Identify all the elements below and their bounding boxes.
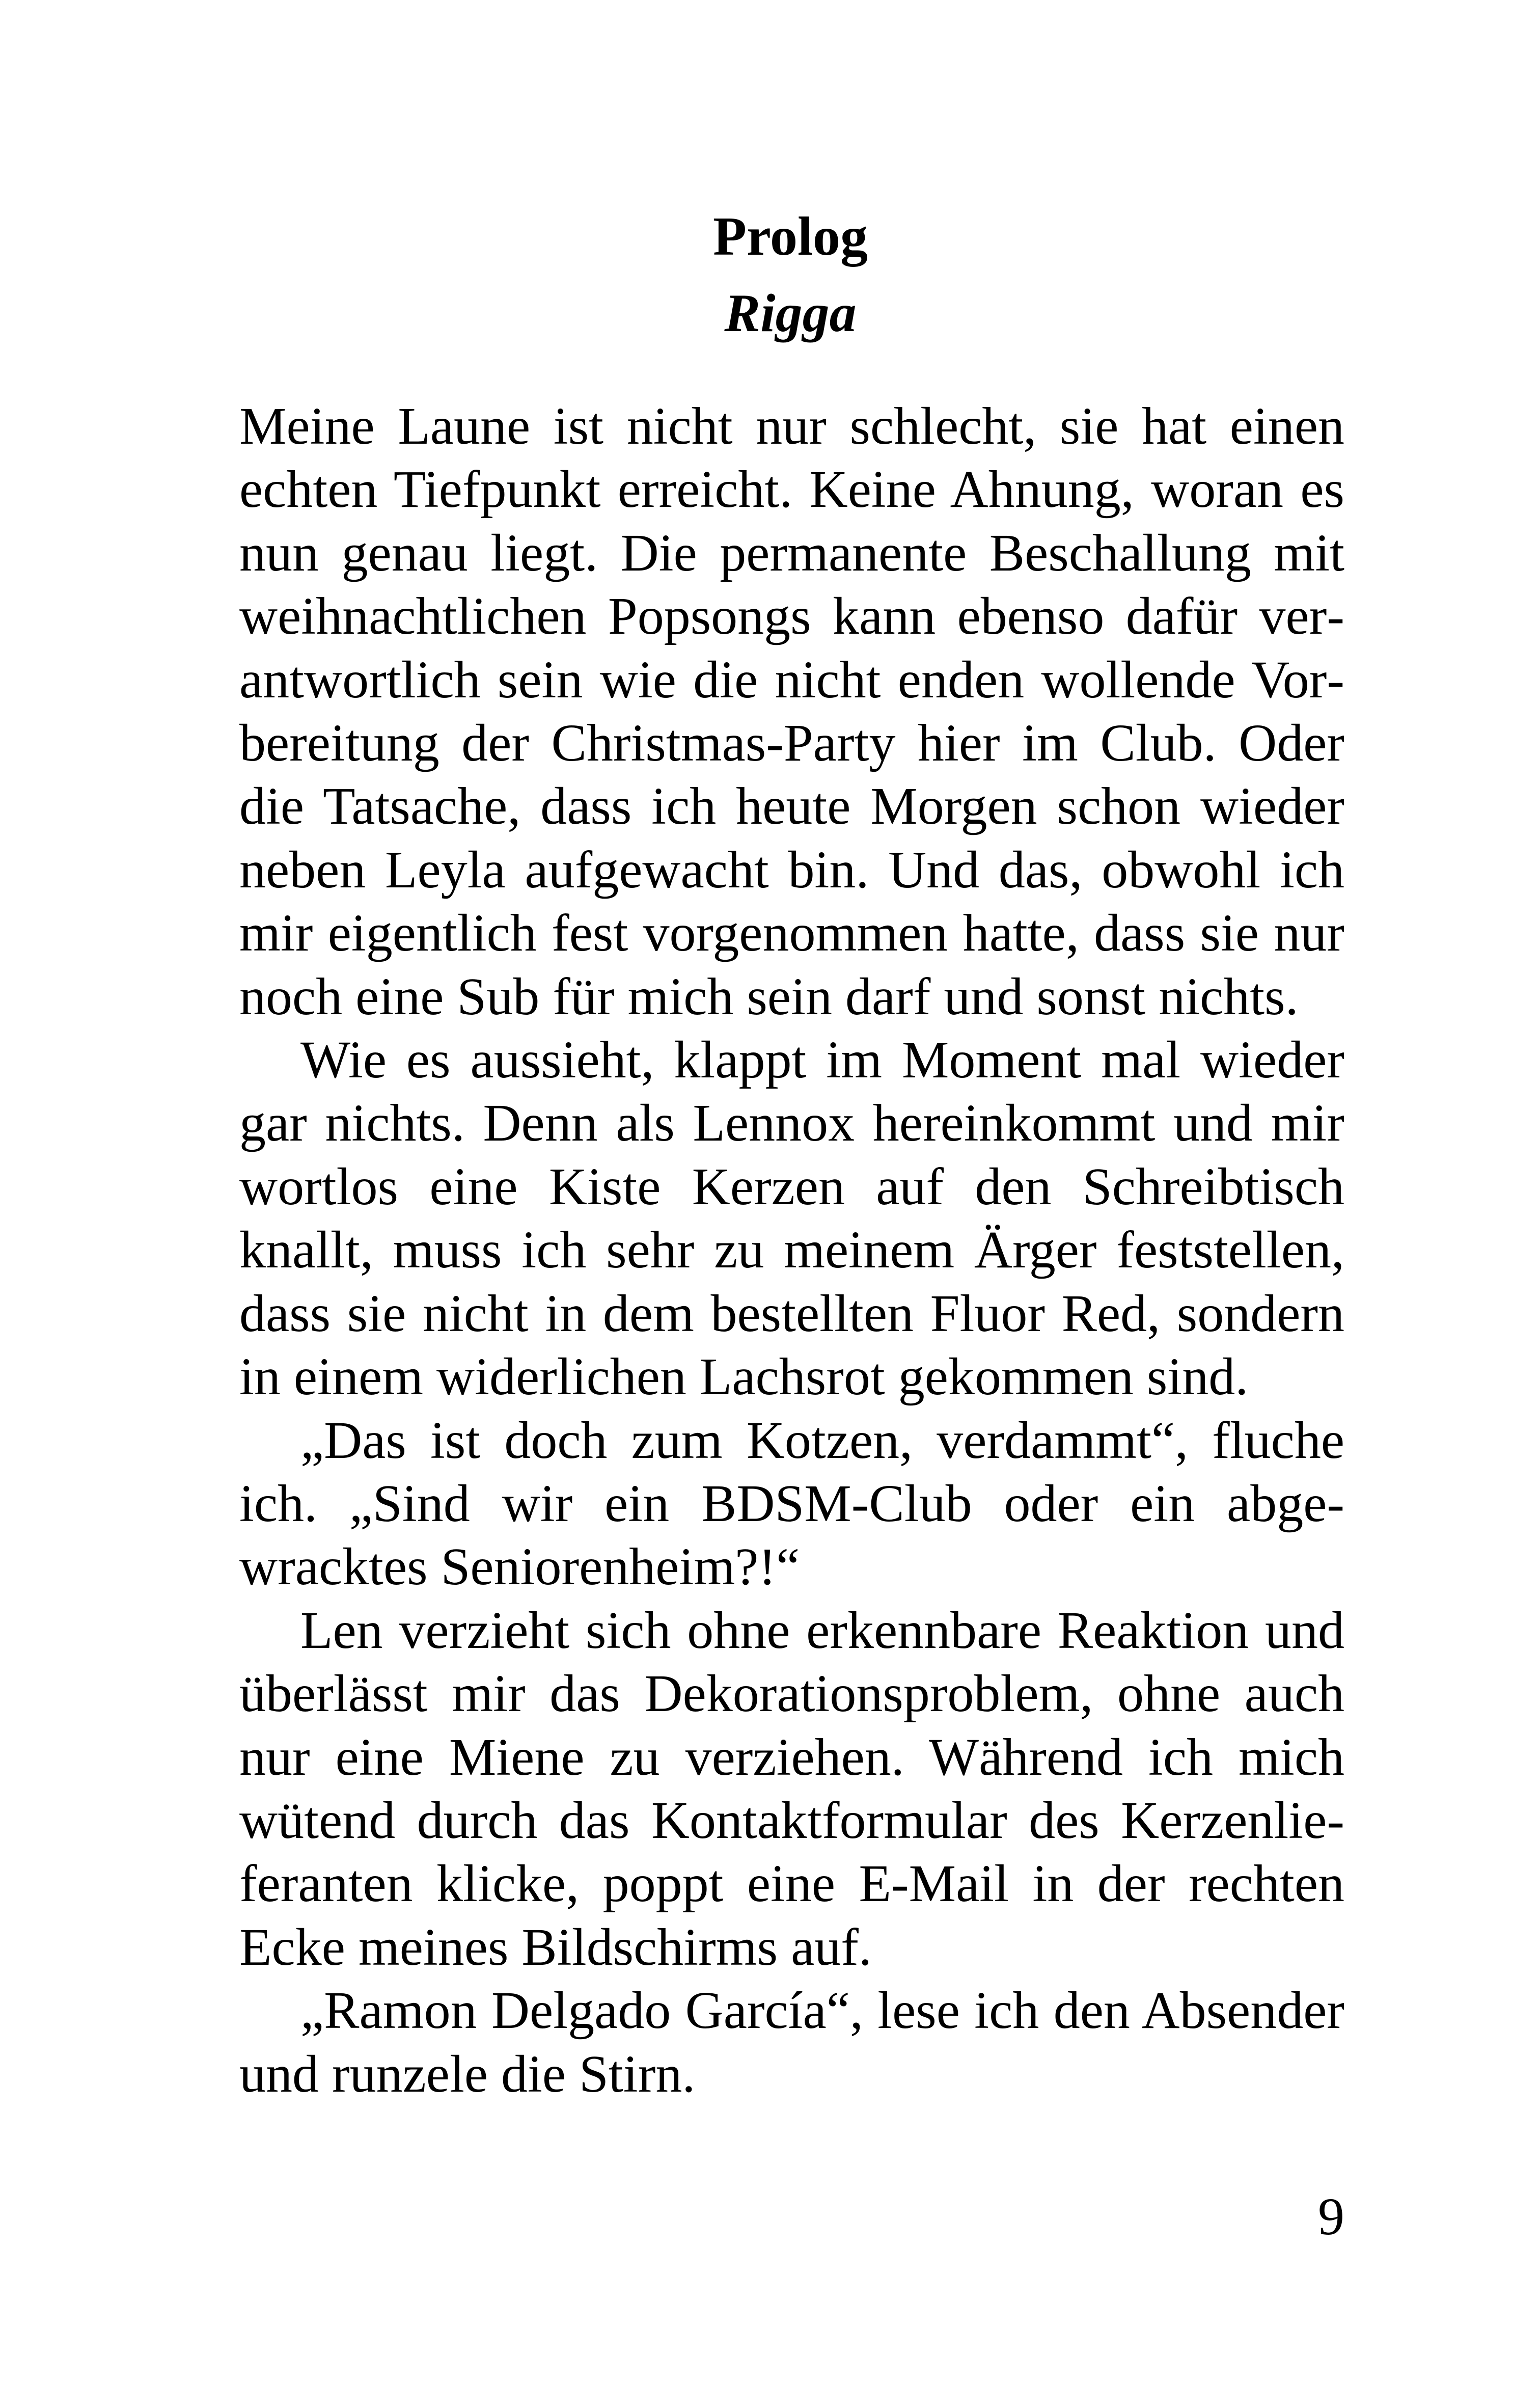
paragraph: Wie es aussieht, klappt im Moment mal wieder gar nichts. Denn als Lennox hereinkommt und mir wortlos eine Kiste Kerzen auf den Schreibtisch knallt, muss ich sehr zu meinem Ärger feststellen, dass sie nicht in dem bestellten Fluor Red, sondern in einem widerlichen Lachsrot gekommen sind. [239,1031,1344,1406]
paragraph: „Ramon Delgado García“, lese ich den Absender und runzele die Stirn. [239,1981,1344,2103]
paragraph: Len verzieht sich ohne erkennbare Reaktion und überlässt mir das Dekorationsproblem, ohne auch nur eine Miene zu verziehen. Während ich mich wütend durch das Kontaktformular des Kerzenlieferanten klicke, poppt eine E-Mail in der rechten Ecke meines Bildschirms auf. [239,1601,1344,1976]
page-number: 9 [1318,2187,1344,2246]
chapter-subtitle: Rigga [724,283,857,343]
chapter-title: Prolog [713,206,868,267]
paragraph: Meine Laune ist nicht nur schlecht, sie hat einen echten Tiefpunkt erreicht. Keine Ahnung, woran es nun genau liegt. Die permanente Beschallung mit weihnachtlichen Popsongs kann ebenso dafür verantwortlich sein wie die nicht enden wollende Vorbereitung der Christmas-Party hier im Club. Oder die Tatsache, dass ich heute Morgen schon wieder neben Leyla aufgewacht bin. Und das, obwohl ich mir eigentlich fest vorgenommen hatte, dass sie nur noch eine Sub für mich sein darf und sonst nichts. [239,397,1344,1026]
body-text [239,395,1344,2106]
paragraph: „Das ist doch zum Kotzen, verdammt“, fluche ich. „Sind wir ein BDSM-Club oder ein abgewracktes Seniorenheim?!“ [239,1411,1344,1596]
